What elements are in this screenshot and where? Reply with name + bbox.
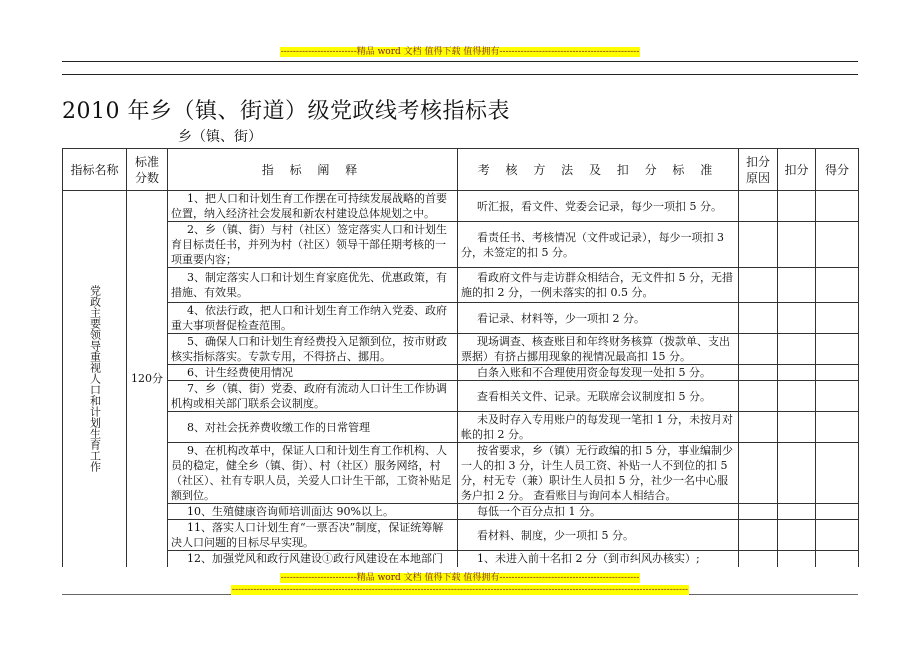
deduct-cell: [778, 551, 816, 567]
criteria-cell: 1、把人口和计划生育工作摆在可持续发展战略的首要位置，纳入经济社会发展和新农村建设总体规划之中。: [168, 191, 458, 222]
score-cell: [816, 222, 859, 268]
method-cell: 1、未进入前十名扣 2 分（到市纠风办核实）;: [458, 551, 739, 567]
table-row: [63, 381, 859, 412]
header-criteria: 指 标 阐 释: [168, 149, 458, 191]
deduct-reason-cell: [739, 191, 778, 222]
score-cell: [816, 303, 859, 334]
deduct-reason-cell: [739, 443, 778, 504]
method-cell: 听汇报，看文件、党委会记录，每少一项扣 5 分。: [458, 191, 739, 222]
table-row: [63, 191, 859, 222]
score-cell: [816, 504, 859, 520]
deduct-reason-cell: [739, 268, 778, 303]
header-standard-score: 标准分数: [127, 149, 168, 191]
score-cell: [816, 268, 859, 303]
table-row: [63, 268, 859, 303]
document-title: 2010 年乡（镇、街道）级党政线考核指标表: [62, 99, 510, 124]
score-cell: [816, 443, 859, 504]
table-row: [63, 303, 859, 334]
criteria-cell: 2、乡（镇、街）与村（社区）签定落实人口和计划生育目标责任书，并列为村（社区）领导干部任期考核的一项重要内容；: [168, 222, 458, 268]
score-cell: [816, 520, 859, 551]
watermark-banner-top: -------------------------精品 word 文档 值得下载 值得拥有----------------------------------------------: [280, 47, 640, 57]
method-cell: 每低一个百分点扣 1 分。: [458, 504, 739, 520]
header-score: 得分: [816, 149, 859, 191]
method-cell: 看责任书、考核情况（文件或记录），每少一项扣 3 分，未签定的扣 5 分。: [458, 222, 739, 268]
criteria-cell: 3、制定落实人口和计划生育家庭优先、优惠政策，有措施、有效果。: [168, 268, 458, 303]
deduct-cell: [778, 191, 816, 222]
deduct-cell: [778, 268, 816, 303]
method-cell: 看政府文件与走访群众相结合，无文件扣 5 分，无措施的扣 2 分，一例未落实的扣 0.5 分。: [458, 268, 739, 303]
deduct-cell: [778, 381, 816, 412]
criteria-cell: 7、乡（镇、街）党委、政府有流动人口计生工作协调机构或相关部门联系会议制度。: [168, 381, 458, 412]
criteria-cell: 9、在机构改革中，保证人口和计划生育工作机构、人员的稳定，健全乡（镇、街）、村（社区）服务网络，村（社区）、社有专职人员，关爱人口计生干部，工资补贴足额到位。: [168, 443, 458, 504]
method-cell: 白条入账和不合理使用资金每发现一处扣 5 分。: [458, 365, 739, 381]
deduct-cell: [778, 334, 816, 365]
table-row: [63, 443, 859, 504]
deduct-reason-cell: [739, 365, 778, 381]
deduct-cell: [778, 365, 816, 381]
document-subtitle: 乡（镇、街）: [178, 129, 262, 145]
deduct-cell: [778, 222, 816, 268]
deduct-reason-cell: [739, 412, 778, 443]
method-cell: 看材料、制度，少一项扣 5 分。: [458, 520, 739, 551]
score-cell: [816, 551, 859, 567]
score-cell: [816, 334, 859, 365]
table-row: [63, 504, 859, 520]
deduct-reason-cell: [739, 381, 778, 412]
criteria-cell: 6、计生经费使用情况: [168, 365, 458, 381]
header-rule-top: [62, 61, 858, 62]
header-deduct-reason: 扣分原因: [739, 149, 778, 191]
method-cell: 未及时存入专用账户的每发现一笔扣 1 分，未按月对帐的扣 2 分。: [458, 412, 739, 443]
criteria-cell: 11、落实人口计划生育“一票否决”制度，保证统筹解决人口问题的目标尽早实现。: [168, 520, 458, 551]
table-row: [63, 520, 859, 551]
watermark-banner-bottom: -------------------------精品 word 文档 值得下载 值得拥有----------------------------------------------: [280, 573, 640, 583]
deduct-reason-cell: [739, 520, 778, 551]
deduct-cell: [778, 520, 816, 551]
criteria-cell: 10、生殖健康咨询师培训面达 90%以上。: [168, 504, 458, 520]
header-method: 考 核 方 法 及 扣 分 标 准: [458, 149, 739, 191]
header-indicator-name: 指标名称: [63, 149, 127, 191]
method-cell: 按省要求，乡（镇）无行政编的扣 5 分，事业编制少一人的扣 3 分，计生人员工资、补贴一人不到位的扣 5 分，村无专（兼）职计生人员扣 5 分，社少一名中心服务户扣 2 分。 查看账目与询问本人相结合。: [458, 443, 739, 504]
table-row: [63, 222, 859, 268]
criteria-cell: 8、对社会抚养费收缴工作的日常管理: [168, 412, 458, 443]
method-cell: 现场调查、核查账目和年终财务核算（拨款单、支出票据）有挤占挪用现象的视情况最高扣 15 分。: [458, 334, 739, 365]
deduct-cell: [778, 443, 816, 504]
score-cell: [816, 365, 859, 381]
deduct-reason-cell: [739, 551, 778, 567]
method-cell: 查看相关文件、记录。无联席会议制度扣 5 分。: [458, 381, 739, 412]
header-deduct: 扣分: [778, 149, 816, 191]
watermark-banner-bottom-dashes: ------------------------------------------------------------------------------------------------------------------------------------------------------: [231, 585, 689, 595]
deduct-reason-cell: [739, 334, 778, 365]
deduct-cell: [778, 412, 816, 443]
table-row: [63, 365, 859, 381]
criteria-cell: 5、确保人口和计划生育经费投入足额到位，按市财政核实指标落实。专款专用，不得挤占、挪用。: [168, 334, 458, 365]
standard-score-cell: 120分: [127, 191, 168, 567]
table-row: [63, 334, 859, 365]
criteria-cell: 12、加强党风和政行风建设①政行风建设在本地部门: [168, 551, 458, 567]
deduct-cell: [778, 504, 816, 520]
deduct-cell: [778, 303, 816, 334]
category-cell: 党政主要领导重视人口和计划生育工作: [63, 191, 127, 567]
deduct-reason-cell: [739, 303, 778, 334]
method-cell: 看记录、材料等，少一项扣 2 分。: [458, 303, 739, 334]
score-cell: [816, 191, 859, 222]
score-cell: [816, 381, 859, 412]
table-row: [63, 412, 859, 443]
score-cell: [816, 412, 859, 443]
header-rule-bottom: [62, 74, 858, 75]
deduct-reason-cell: [739, 504, 778, 520]
table-header-row: [63, 149, 859, 191]
criteria-cell: 4、依法行政，把人口和计划生育工作纳入党委、政府重大事项督促检查范围。: [168, 303, 458, 334]
table-row: [63, 551, 859, 567]
deduct-reason-cell: [739, 222, 778, 268]
assessment-table: [62, 148, 859, 567]
